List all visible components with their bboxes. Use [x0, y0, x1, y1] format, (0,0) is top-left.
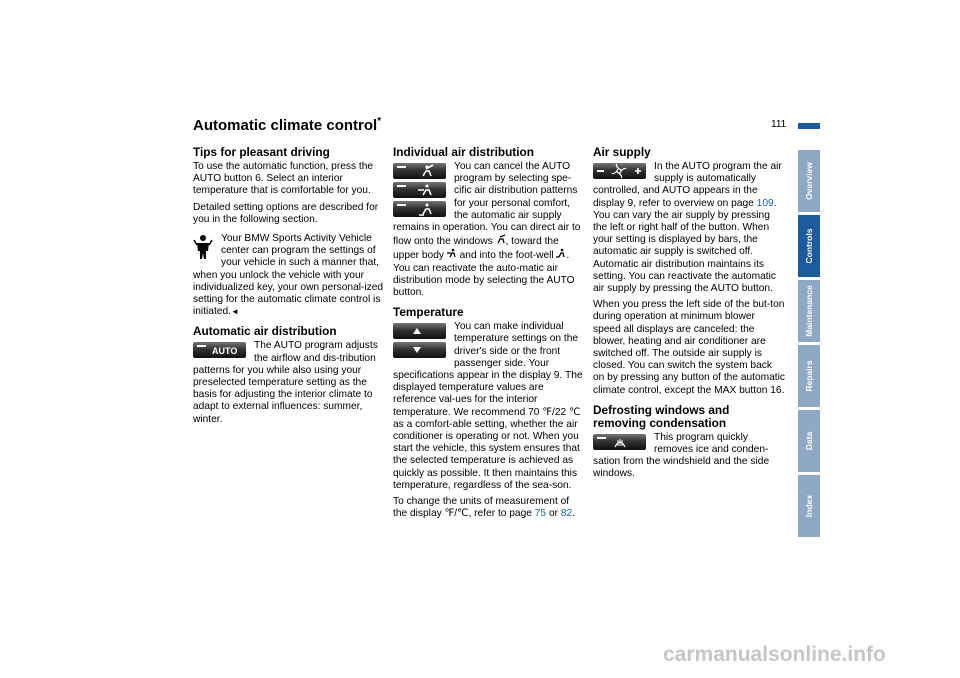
page-title: Automatic climate control* — [193, 116, 382, 134]
watermark: carmanualsonline.info — [663, 643, 886, 666]
section-tabs — [798, 150, 820, 540]
page-number-bar — [798, 123, 820, 129]
footwell-airflow-icon — [556, 248, 566, 258]
upper-body-distribution-button-image — [393, 182, 446, 198]
defrost-button-image — [593, 434, 646, 450]
end-mark: ◄ — [230, 307, 239, 317]
temperature-paragraph: You can make individual temperature settings on the driver's side or the front passenger side. Your specifications appear in the display 9. The displayed temperature values are reference val-ues for the interior temperature. We recommend 70 ℉/22 ℃ as a comfort-able setting, whether the air conditioner is operating or not. When you start the vehicle, this system ensures that the selected temperature is achieved as quickly as possible. It then maintains this temperature, regardless of the sea-son. — [393, 321, 583, 491]
defrost-paragraph: This program quickly removes ice and conden-sation from the windshield and the side windows. — [593, 431, 770, 480]
upper-body-airflow-icon — [447, 248, 457, 258]
auto-paragraph: AUTO The AUTO program adjusts the airflow and dis-tribution patterns for you while also using your preselected temperature setting as the basis for adjusting the interior climate to adapt to external influences: summer, winter. — [193, 340, 378, 425]
tab-controls[interactable]: Controls — [798, 215, 820, 277]
air-supply-paragraph-2: When you press the left side of the but-ton during operation at minimum blower speed all displays are canceled: the blower, heating and air conditioner are switched off. The outside air supply is closed. You can switch the system back on by pressing any button of the automatic climate control, except the MAX button 16. — [593, 299, 785, 396]
tab-index[interactable]: Index — [798, 475, 820, 537]
heading-temperature: Temperature — [393, 305, 464, 320]
temperature-down-button-image — [393, 342, 446, 358]
tips-paragraph-2: Detailed setting options are described for you in the following section. — [193, 201, 379, 225]
tab-maintenance[interactable]: Maintenance — [798, 280, 820, 342]
individual-paragraph: You can cancel the AUTO program by selecting spe-cific air distribution patterns for your personal comfort, the automatic air supply remains in operation. You can direct air to flow onto the windows , toward the upper body and into the foot-well . You can reactivate the auto-matic air distribution mode by selecting the AUTO button. — [393, 161, 581, 299]
units-paragraph: To change the units of measurement of the display ℉/℃, refer to page 75 or 82. — [393, 496, 576, 520]
tips-paragraph-1: To use the automatic function, press the AUTO button 6. Select an interior temperature that is comfortable for you. — [193, 161, 374, 197]
fan-button-image — [593, 163, 646, 179]
page-82-link[interactable]: 82 — [560, 508, 573, 520]
auto-button-image — [193, 342, 246, 358]
heading-defrost: Defrosting windows and removing condensation — [593, 402, 730, 430]
distribution-buttons — [393, 163, 446, 220]
svg-text:AUTO: AUTO — [212, 346, 238, 357]
windows-airflow-icon — [496, 234, 506, 244]
temperature-up-button-image — [393, 323, 446, 339]
column-3 — [593, 146, 785, 485]
footwell-distribution-button-image — [393, 201, 446, 217]
tab-overview[interactable]: Overview — [798, 150, 820, 212]
page-109-link[interactable]: 109 — [756, 197, 774, 209]
page-number: 111 — [771, 119, 787, 130]
column-1 — [193, 146, 385, 430]
tab-repairs[interactable]: Repairs — [798, 345, 820, 407]
heading-auto-distribution: Automatic air distribution — [193, 324, 337, 339]
service-person-icon — [193, 234, 213, 260]
column-2 — [393, 146, 585, 524]
heading-individual-distribution: Individual air distribution — [393, 145, 534, 159]
tab-data[interactable]: Data — [798, 410, 820, 472]
heading-air-supply: Air supply — [593, 145, 651, 159]
windows-distribution-button-image — [393, 163, 446, 179]
air-supply-paragraph-1: In the AUTO program the air supply is automatically controlled, and AUTO appears in the display 9, refer to overview on page 109. You can vary the air supply by pressing the left or right half of the button. When your setting is displayed by bars, the automatic air supply is switched off. Automatic air distribution maintains its setting. You can reactivate the automatic air supply by pressing the AUTO button. — [593, 161, 782, 295]
heading-tips: Tips for pleasant driving — [193, 145, 330, 159]
temperature-buttons — [393, 323, 446, 361]
page-75-link[interactable]: 75 — [534, 508, 547, 520]
tips-note: Your BMW Sports Activity Vehicle center can program the settings of your vehicle in such a manner that, when you unlock the vehicle with your individualized key, your own personal-ized setting for the automatic climate control is initiated.◄ — [193, 233, 384, 318]
